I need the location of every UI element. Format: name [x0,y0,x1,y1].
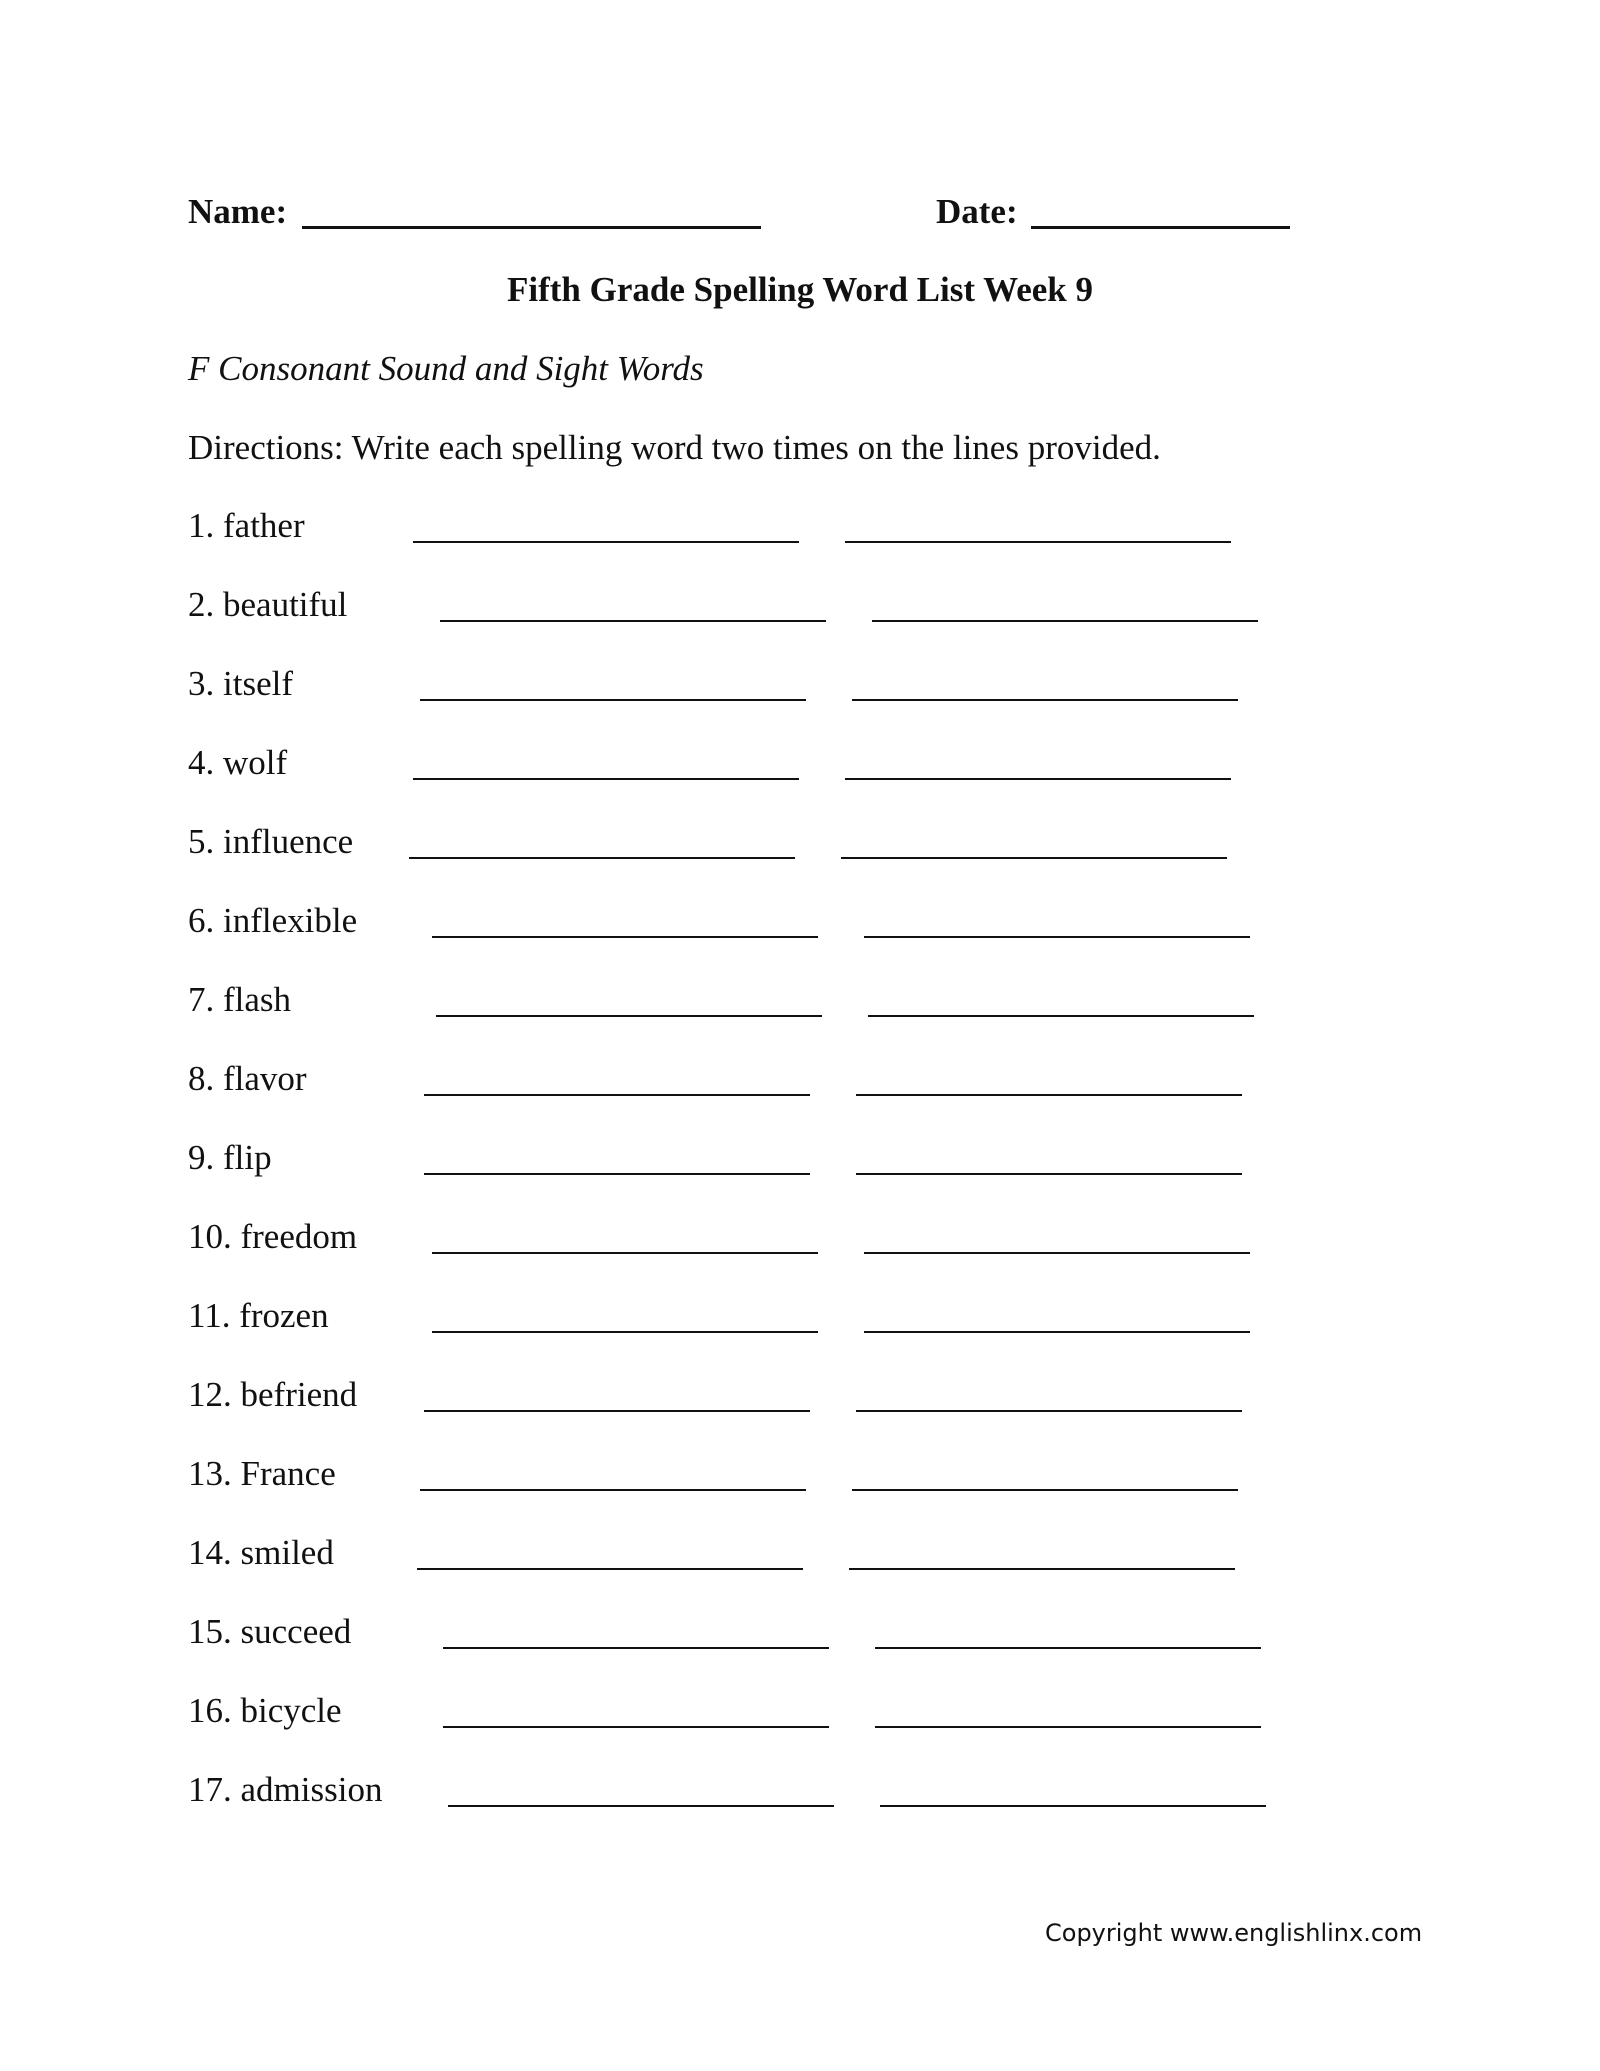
spelling-word: flash [223,980,292,1019]
spelling-word: befriend [240,1375,358,1414]
answer-line-second[interactable] [856,1173,1242,1175]
word-row [0,1766,1600,1826]
answer-line-second[interactable] [875,1726,1261,1728]
answer-line-second[interactable] [852,1489,1238,1491]
word-number: 12. [188,1375,232,1414]
word-label [188,1608,351,1656]
copyright: Copyright www.englishlinx.com [1045,1919,1423,1947]
word-label [188,1529,334,1577]
spelling-word: admission [240,1770,383,1809]
answer-line-second[interactable] [872,620,1258,622]
answer-line-second[interactable] [864,936,1250,938]
word-row [0,1134,1600,1194]
spelling-word: beautiful [223,585,348,624]
word-label [188,1134,272,1182]
word-label [188,1450,336,1498]
word-label [188,739,287,787]
answer-line-first[interactable] [432,1252,818,1254]
word-row [0,660,1600,720]
word-row [0,581,1600,641]
answer-line-second[interactable] [856,1410,1242,1412]
word-row [0,1371,1600,1431]
date-label: Date: [936,192,1018,231]
word-label [188,1213,357,1261]
word-row [0,502,1600,562]
word-number: 5. [188,822,215,861]
page-title: Fifth Grade Spelling Word List Week 9 [507,270,1093,309]
word-number: 10. [188,1217,232,1256]
answer-line-second[interactable] [849,1568,1235,1570]
word-number: 7. [188,980,215,1019]
word-row [0,1213,1600,1273]
word-number: 6. [188,901,215,940]
word-number: 4. [188,743,215,782]
answer-line-second[interactable] [868,1015,1254,1017]
word-number: 8. [188,1059,215,1098]
spelling-word: bicycle [240,1691,342,1730]
name-label: Name: [188,192,288,231]
word-number: 16. [188,1691,232,1730]
word-row [0,1608,1600,1668]
word-label [188,1766,382,1814]
answer-line-second[interactable] [845,778,1231,780]
word-row [0,1450,1600,1510]
word-label [188,660,293,708]
word-number: 14. [188,1533,232,1572]
subtitle: F Consonant Sound and Sight Words [188,349,704,388]
word-number: 11. [188,1296,231,1335]
word-label [188,1292,329,1340]
word-number: 17. [188,1770,232,1809]
answer-line-first[interactable] [443,1647,829,1649]
answer-line-first[interactable] [440,620,826,622]
answer-line-first[interactable] [432,936,818,938]
word-row [0,1687,1600,1747]
directions: Directions: Write each spelling word two times on the lines provided. [188,428,1161,467]
answer-line-second[interactable] [841,857,1227,859]
answer-line-second[interactable] [845,541,1231,543]
word-number: 2. [188,585,215,624]
spelling-word: succeed [240,1612,352,1651]
answer-line-first[interactable] [420,1489,806,1491]
word-label [188,1371,357,1419]
name-field-line[interactable] [302,226,761,229]
answer-line-first[interactable] [448,1805,834,1807]
answer-line-second[interactable] [875,1647,1261,1649]
word-row [0,897,1600,957]
spelling-word: inflexible [223,901,358,940]
word-number: 3. [188,664,215,703]
spelling-word: influence [223,822,354,861]
word-row [0,739,1600,799]
word-label [188,581,347,629]
word-row [0,1055,1600,1115]
answer-line-second[interactable] [880,1805,1266,1807]
answer-line-first[interactable] [424,1094,810,1096]
answer-line-first[interactable] [432,1331,818,1333]
date-field-line[interactable] [1031,226,1290,229]
word-number: 1. [188,506,215,545]
spelling-word: France [240,1454,336,1493]
word-row [0,818,1600,878]
word-row [0,976,1600,1036]
spelling-word: itself [223,664,293,703]
spelling-word: flip [223,1138,272,1177]
word-row [0,1529,1600,1589]
spelling-word: father [223,506,305,545]
answer-line-second[interactable] [864,1331,1250,1333]
word-label [188,1687,342,1735]
spelling-word: wolf [223,743,288,782]
word-label [188,1055,307,1103]
spelling-word: flavor [223,1059,307,1098]
word-number: 15. [188,1612,232,1651]
word-label [188,502,305,550]
word-label [188,818,353,866]
word-number: 9. [188,1138,215,1177]
answer-line-first[interactable] [424,1173,810,1175]
spelling-word: freedom [240,1217,358,1256]
word-label [188,976,291,1024]
spelling-word: smiled [240,1533,334,1572]
answer-line-first[interactable] [413,778,799,780]
answer-line-second[interactable] [852,699,1238,701]
answer-line-second[interactable] [864,1252,1250,1254]
answer-line-first[interactable] [436,1015,822,1017]
answer-line-first[interactable] [420,699,806,701]
word-number: 13. [188,1454,232,1493]
answer-line-first[interactable] [443,1726,829,1728]
answer-line-first[interactable] [424,1410,810,1412]
answer-line-first[interactable] [413,541,799,543]
spelling-word: frozen [239,1296,329,1335]
answer-line-first[interactable] [409,857,795,859]
answer-line-second[interactable] [856,1094,1242,1096]
word-row [0,1292,1600,1352]
word-label [188,897,357,945]
answer-line-first[interactable] [417,1568,803,1570]
